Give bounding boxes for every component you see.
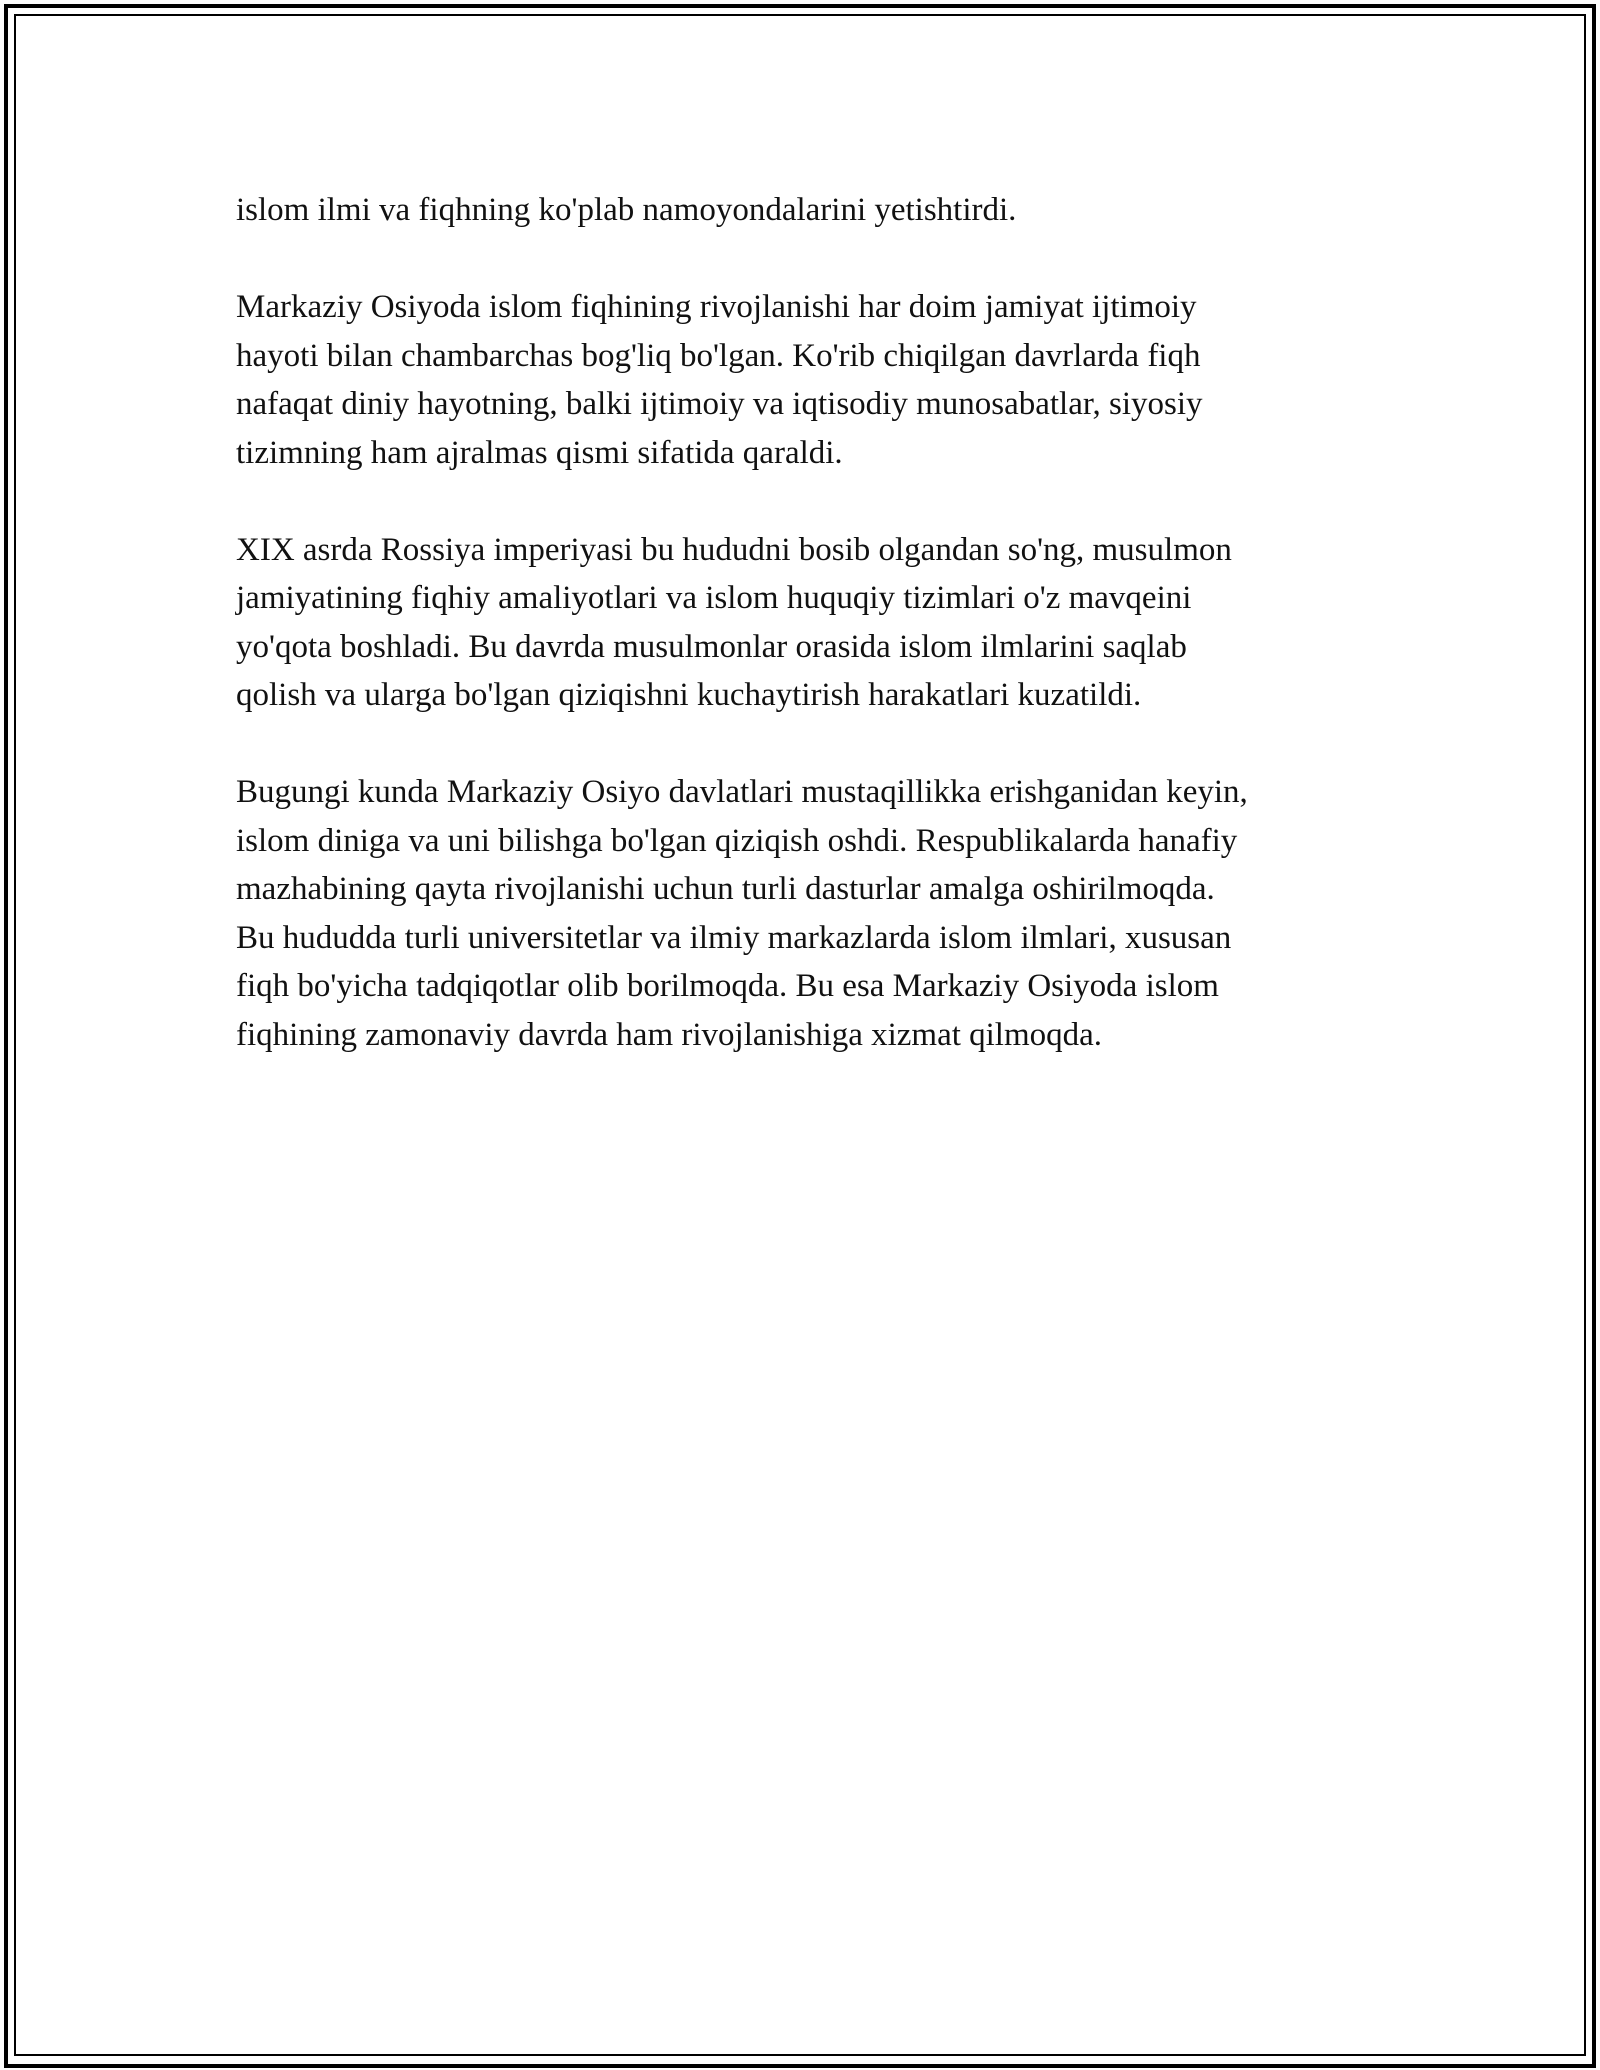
text-line: jamiyatining fiqhiy amaliyotlari va islom huquqiy tizimlari o'z mavqeini <box>236 580 1192 616</box>
text-line: hayoti bilan chambarchas bog'liq bo'lgan. Ko'rib chiqilgan davrlarda fiqh <box>236 337 1201 374</box>
text-line: islom ilmi va fiqhning ko'plab namoyondalarini yetishtirdi. <box>236 192 1017 228</box>
text-line: qolish va ularga bo'lgan qiziqishni kuchaytirish harakatlari kuzatildi. <box>236 677 1142 713</box>
text-line: Bu hududda turli universitetlar va ilmiy markazlarda islom ilmlari, xususan <box>236 919 1232 956</box>
text-line: nafaqat diniy hayotning, balki ijtimoiy va iqtisodiy munosabatlar, siyosiy <box>236 386 1203 422</box>
text-line: Markaziy Osiyoda islom fiqhining rivojlanishi har doim jamiyat ijtimoiy <box>236 289 1197 325</box>
text-line: islom diniga va uni bilishga bo'lgan qiziqish oshdi. Respublikalarda hanafiy <box>236 822 1238 859</box>
text-line: fiqh bo'yicha tadqiqotlar olib borilmoqda. Bu esa Markaziy Osiyoda islom <box>236 968 1219 1004</box>
text-line: mazhabining qayta rivojlanishi uchun turli dasturlar amalga oshirilmoqda. <box>236 871 1215 907</box>
text-line: fiqhining zamonaviy davrda ham rivojlanishiga xizmat qilmoqda. <box>236 1016 1103 1053</box>
text-line: XIX asrda Rossiya imperiyasi bu hududni bosib olgandan so'ng, musulmon <box>236 531 1232 568</box>
document-body <box>236 186 1386 1108</box>
paragraph-4 <box>236 768 1386 1059</box>
text-line: Bugungi kunda Markaziy Osiyo davlatlari mustaqillikka erishganidan keyin, <box>236 774 1248 810</box>
paragraph-2 <box>236 283 1386 477</box>
text-line: yo'qota boshladi. Bu davrda musulmonlar orasida islom ilmlarini saqlab <box>236 628 1187 665</box>
text-line: tizimning ham ajralmas qismi sifatida qaraldi. <box>236 434 843 471</box>
paragraph-1 <box>236 186 1386 235</box>
paragraph-3 <box>236 526 1386 720</box>
